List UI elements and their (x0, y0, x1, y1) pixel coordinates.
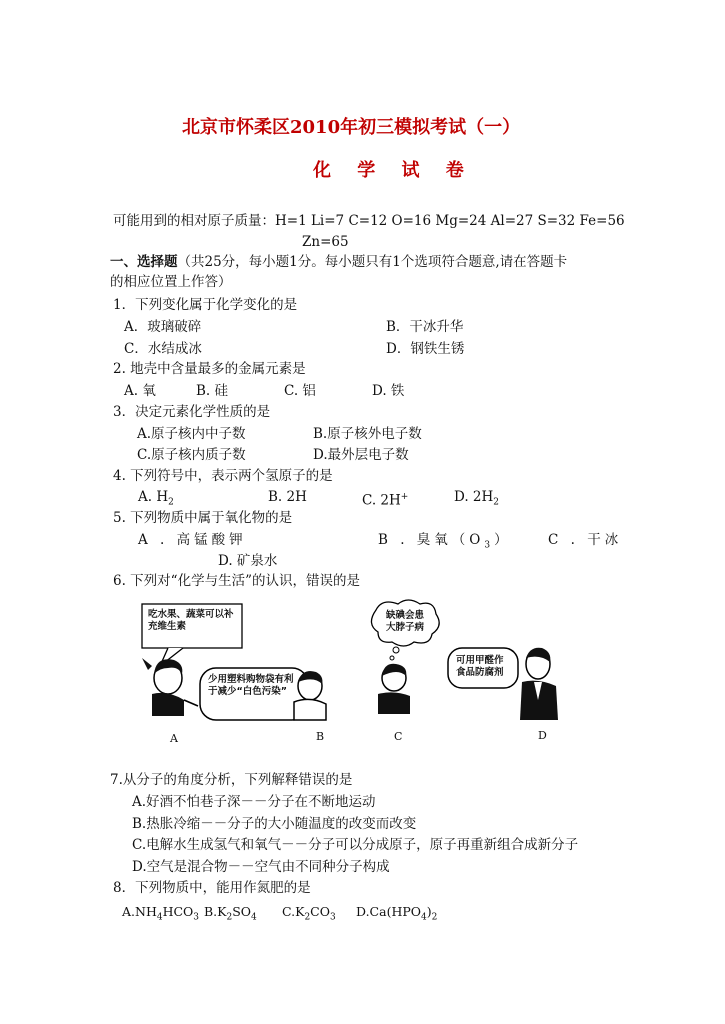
q5-stem: 5. 下列物质中属于氧化物的是 (113, 510, 293, 526)
q2-option-c: C. 铝 (284, 383, 316, 399)
q7-option-b: B.热胀冷缩－－分子的大小随温度的改变而改变 (132, 816, 417, 832)
section-heading (110, 253, 567, 271)
girl-ponytail (142, 658, 152, 670)
q8-option-a: $A.NH_4HCO_3$ (122, 904, 200, 923)
bubble-a-text: 吃水果、蔬菜可以补充维生素 (148, 609, 234, 632)
bubble-c-text: 缺碘会患大脖子病 (386, 610, 425, 633)
bubble-c-dot2 (390, 656, 394, 660)
q3-option-b: B.原子核外电子数 (313, 426, 422, 442)
q3-option-a: A.原子核内中子数 (137, 426, 246, 442)
q5-option-a: A . 高锰酸钾 (138, 532, 247, 548)
q7-stem: 7.从分子的角度分析，下列解释错误的是 (110, 772, 353, 788)
q8-stem: 8．下列物质中，能用作氮肥的是 (113, 880, 311, 896)
q1-option-a: A．玻璃破碎 (124, 319, 202, 335)
q1-option-d: D．钢铁生锈 (386, 341, 465, 357)
girl-body (152, 693, 184, 716)
bubble-b-text: 少用塑料购物袋有利于减少“白色污染” (208, 674, 294, 697)
q3-stem: 3．决定元素化学性质的是 (113, 404, 271, 420)
boy-c-body (378, 692, 410, 714)
q8-option-b: $B.K_2SO_4$ (204, 904, 257, 923)
q3-option-d: D.最外层电子数 (313, 447, 409, 463)
boy-b-body (294, 699, 326, 720)
q6-figure (138, 596, 570, 746)
q4-option-d: D. $2H_2$ (454, 489, 500, 508)
q8-option-d: $D.Ca(HPO_4)_2$ (356, 904, 438, 923)
q1-option-b: B．干冰升华 (386, 319, 464, 335)
q8-option-c: $C.K_2CO_3$ (282, 904, 336, 923)
q7-option-d: D.空气是混合物－－空气由不同种分子构成 (132, 859, 390, 875)
figure-label-c: C (394, 730, 403, 743)
atomic-mass-line2: Zn=65 (302, 234, 349, 250)
q6-stem: 6. 下列对“化学与生活”的认识，错误的是 (113, 573, 360, 589)
q4-option-a: A. $H_2$ (138, 489, 174, 508)
q1-option-c: C．水结成冰 (124, 341, 202, 357)
q2-option-a: A. 氧 (124, 383, 156, 399)
q5-option-c: C . 干冰 (548, 532, 623, 548)
section-heading-rest: （共25分，每小题1分。每小题只有1个选项符合题意,请在答题卡 (177, 254, 568, 270)
q2-option-d: D. 铁 (372, 383, 405, 399)
q5-option-d: D. 矿泉水 (218, 553, 278, 569)
section-heading-bold: 一、选择题 (110, 254, 178, 270)
figure-label-b: B (316, 730, 325, 743)
bubble-c-dot1 (393, 647, 399, 653)
atomic-mass-line1: 可能用到的相对原子质量：H=1 Li=7 C=12 O=16 Mg=24 Al=27 S=32 Fe=56 (113, 213, 625, 229)
q2-option-b: B. 硅 (196, 383, 229, 399)
q7-option-c: C.电解水生成氢气和氧气－－分子可以分成原子，原子再重新组合成新分子 (132, 837, 579, 853)
q7-option-a: A.好酒不怕巷子深－－分子在不断地运动 (132, 794, 376, 810)
q4-stem: 4. 下列符号中，表示两个氢原子的是 (113, 468, 333, 484)
bubble-d-text: 可用甲醛作食品防腐剂 (456, 655, 504, 678)
page-subtitle: 化 学 试 卷 (313, 160, 474, 181)
q1-stem: 1．下列变化属于化学变化的是 (113, 297, 298, 313)
q2-stem: 2. 地壳中含量最多的金属元素是 (113, 361, 306, 377)
page-title: 北京市怀柔区2010年初三模拟考试（一） (182, 117, 521, 138)
section-heading-line2: 的相应位置上作答） (110, 274, 232, 290)
q5-option-b: B . 臭氧$(O_3)$ (378, 532, 512, 551)
figure-label-d: D (538, 729, 547, 742)
q4-option-b: B. 2H (268, 489, 307, 505)
figure-label-a: A (170, 732, 178, 745)
q3-option-c: C.原子核内质子数 (137, 447, 246, 463)
girl-arm (184, 700, 198, 706)
q4-option-c: C. 2H+ (362, 492, 409, 509)
